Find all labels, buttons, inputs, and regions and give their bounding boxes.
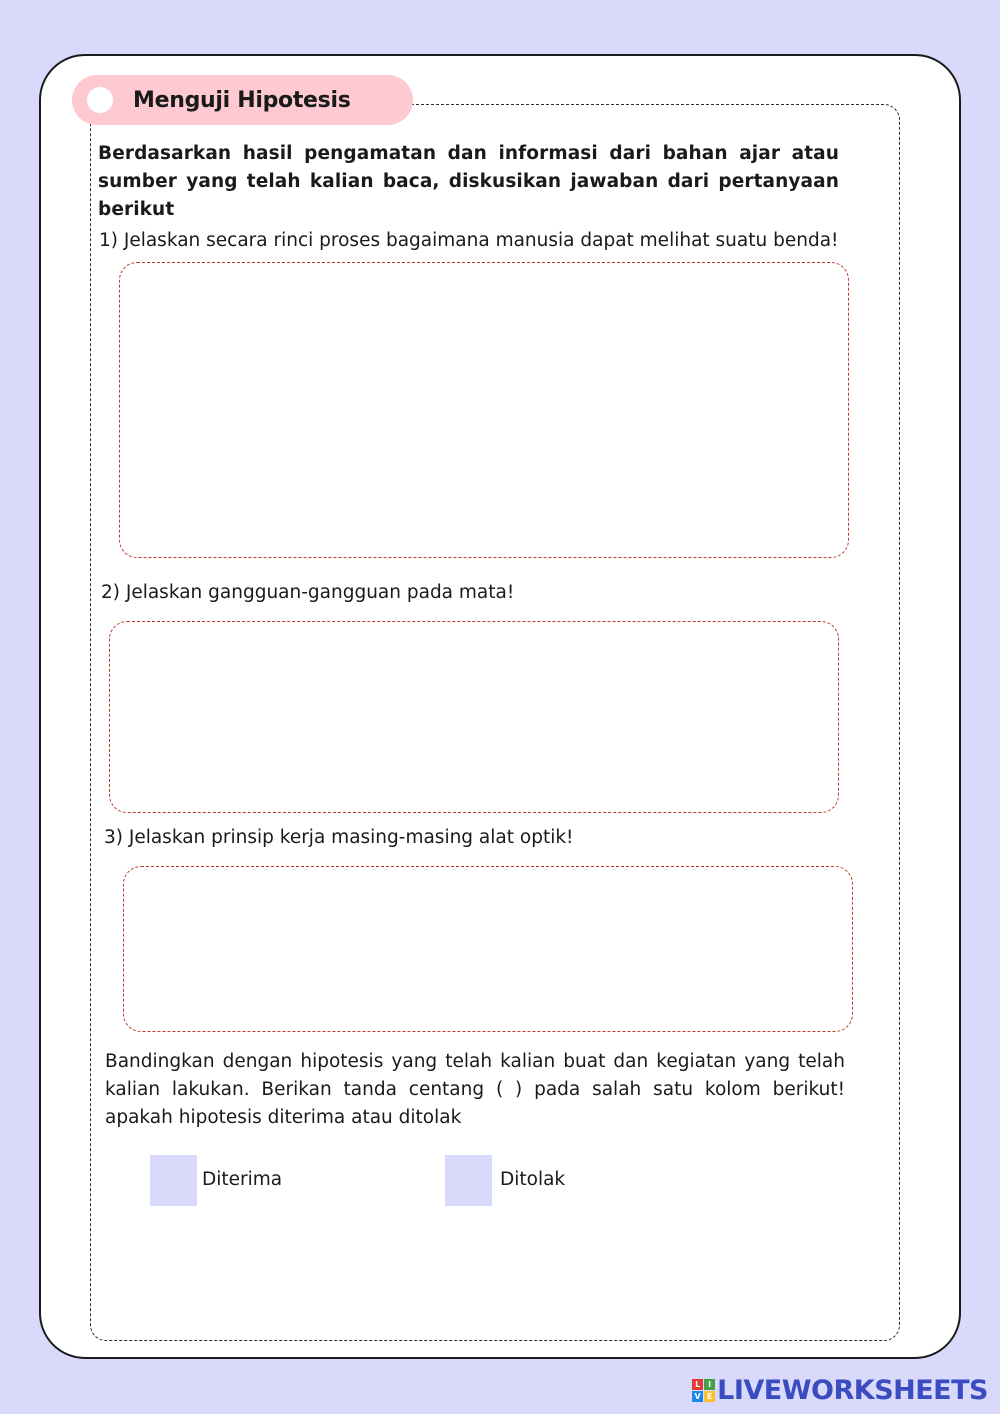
instruction-text: Berdasarkan hasil pengamatan dan informasi dari bahan ajar atau sumber yang telah kalian baca, diskusikan jawaban dari pertanyaan berikut [98, 143, 839, 220]
liveworksheets-logo-icon [692, 1379, 715, 1402]
logo-letter: E [704, 1391, 715, 1402]
option-label-ditolak: Ditolak [500, 1169, 566, 1190]
logo-letter: I [704, 1379, 715, 1390]
question-2: 2) Jelaskan gangguan-gangguan pada mata! [101, 582, 515, 603]
comparison-instruction: Bandingkan dengan hipotesis yang telah kalian buat dan kegiatan yang telah kalian lakukan. Berikan tanda centang ( ) pada salah satu kolom berikut! apakah hipotesis diterima atau ditolak [105, 1051, 845, 1128]
checkbox-diterima[interactable] [150, 1155, 197, 1206]
checkbox-ditolak[interactable] [445, 1155, 492, 1206]
title-bullet-icon [87, 87, 113, 113]
logo-letter: L [692, 1379, 703, 1390]
page-title: Menguji Hipotesis [133, 88, 351, 113]
question-3: 3) Jelaskan prinsip kerja masing-masing alat optik! [104, 827, 574, 848]
answer-box-3[interactable] [123, 866, 853, 1032]
option-label-diterima: Diterima [202, 1169, 283, 1190]
logo-letter: V [692, 1391, 703, 1402]
brand-name: LIVEWORKSHEETS [717, 1374, 988, 1406]
answer-box-2[interactable] [109, 621, 839, 813]
question-1: 1) Jelaskan secara rinci proses bagaimana manusia dapat melihat suatu benda! [99, 230, 839, 251]
answer-box-1[interactable] [119, 262, 849, 558]
brand-watermark[interactable] [692, 1374, 988, 1406]
